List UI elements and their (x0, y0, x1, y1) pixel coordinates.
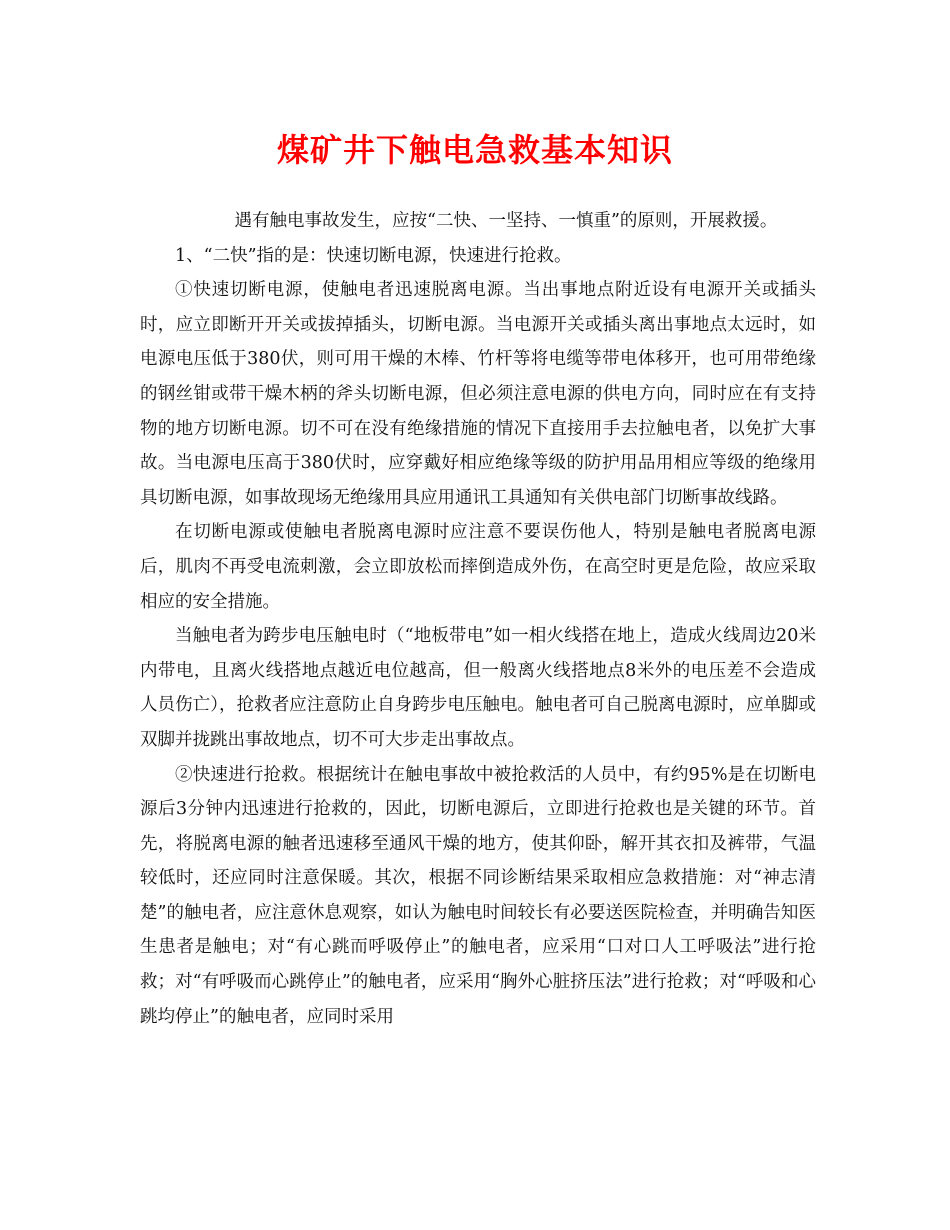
paragraph-two-fast: 1、“二快”指的是：快速切断电源，快速进行抢救。 (175, 245, 572, 266)
paragraph-cut-power: ①快速切断电源，使触电者迅速脱离电源。当出事地点附近设有电源开关或插头时，应立即断开开关或拔掉插头，切断电源。当电源开关或插头离出事地点太远时，如电源电压低于380伏，则可用干燥的木棒、竹杆等将电缆等带电体移开，也可用带绝缘的钢丝钳或带干燥木柄的斧头切断电源，但必须注意电源的供电方向，同时应在有支持物的地方切断电源。切不可在没有绝缘措施的情况下直接用手去拉触电者，以免扩大事故。当电源电压高于380伏时，应穿戴好相应绝缘等级的防护用品用相应等级的绝缘用具切断电源，如事故现场无绝缘用具应用通讯工具通知有关供电部门切断事故线路。 (140, 280, 816, 508)
document-body (140, 204, 816, 1034)
paragraph-caution: 在切断电源或使触电者脱离电源时应注意不要误伤他人，特别是触电者脱离电源后，肌肉不再受电流刺激，会立即放松而摔倒造成外伤，在高空时更是危险，故应采取相应的安全措施。 (140, 522, 816, 612)
paragraph-step-voltage: 当触电者为跨步电压触电时（“地板带电”如一相火线搭在地上，造成火线周边20米内带电，且离火线搭地点越近电位越高，但一般离火线搭地点8米外的电压差不会造成人员伤亡），抢救者应注意防止自身跨步电压触电。触电者可自己脱离电源时，应单脚或双脚并拢跳出事故地点，切不可大步走出事故点。 (140, 626, 816, 750)
paragraph-intro: 遇有触电事故发生，应按“二快、一坚持、一慎重”的原则，开展救援。 (234, 211, 778, 231)
paragraph-rescue: ②快速进行抢救。根据统计在触电事故中被抢救活的人员中，有约95%是在切断电源后3分钟内迅速进行抢救的，因此，切断电源后，立即进行抢救也是关键的环节。首先，将脱离电源的触者迅速移至通风干燥的地方，使其仰卧，解开其衣扣及裤带，气温较低时，还应同时注意保暖。其次，根据不同诊断结果采取相应急救措施：对“神志清楚”的触电者，应注意休息观察，如认为触电时间较长有必要送医院检查，并明确告知医生患者是触电；对“有心跳而呼吸停止”的触电者，应采用“口对口人工呼吸法”进行抢救；对“有呼吸而心跳停止”的触电者，应采用“胸外心脏挤压法”进行抢救；对“呼吸和心跳均停止”的触电者，应同时采用 (140, 764, 816, 1027)
document-title: 煤矿井下触电急救基本知识 (276, 131, 673, 169)
